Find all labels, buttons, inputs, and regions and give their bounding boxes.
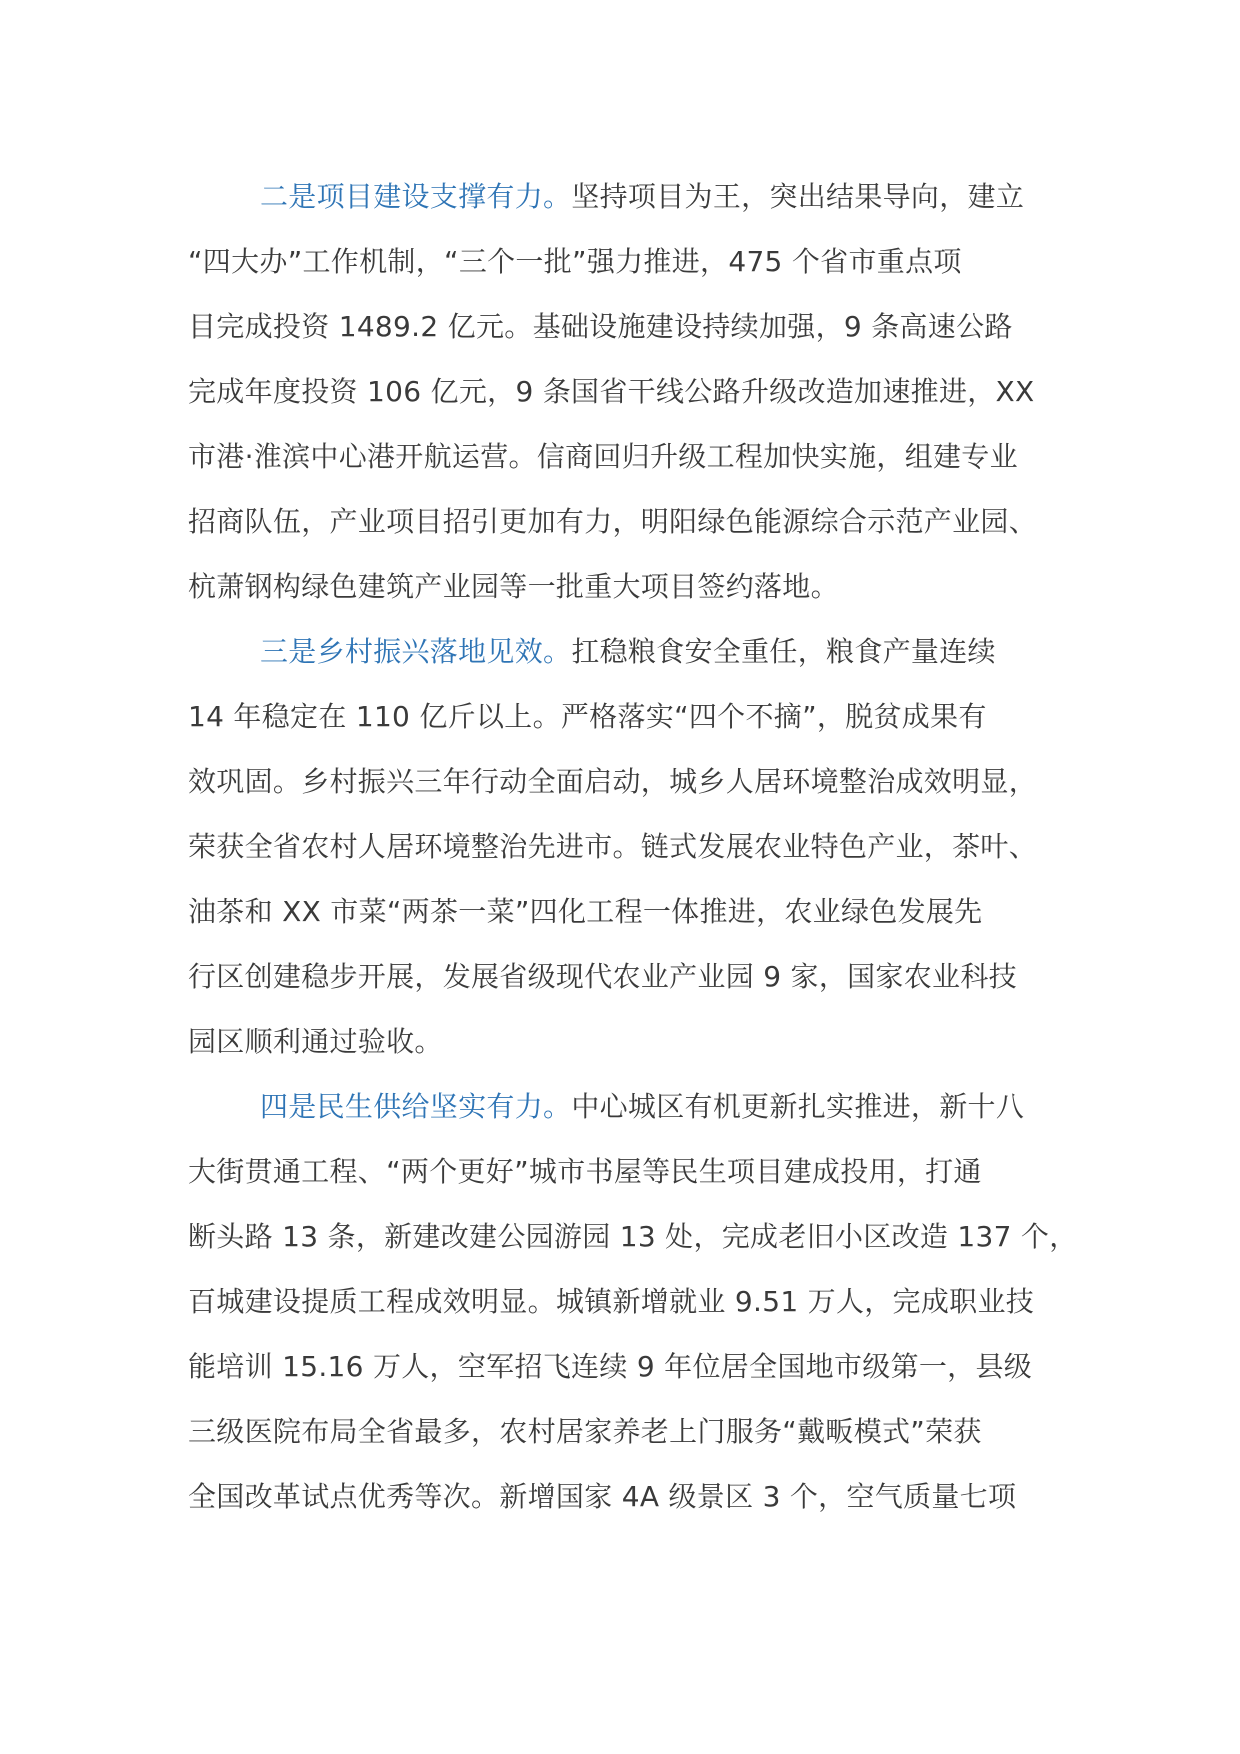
paragraph-first-line	[188, 164, 1078, 229]
paragraph-line: 完成年度投资 106 亿元，9 条国省干线公路升级改造加速推进，XX	[188, 375, 1035, 408]
paragraph-text: 中心城区有机更新扎实推进，新十八	[571, 1090, 1025, 1123]
paragraph-line: 杭萧钢构绿色建筑产业园等一批重大项目签约落地。	[188, 570, 839, 603]
paragraph-line: 断头路 13 条，新建改建公园游园 13 处，完成老旧小区改造 137 个，	[188, 1220, 1078, 1253]
paragraph-heading: 三是乡村振兴落地见效。	[260, 635, 572, 668]
paragraph-line: 荣获全省农村人居环境整治先进市。链式发展农业特色产业，茶叶、	[188, 830, 1038, 863]
paragraph-line: 14 年稳定在 110 亿斤以上。严格落实“四个不摘”，脱贫成果有	[188, 700, 987, 733]
paragraph-line: 三级医院布局全省最多，农村居家养老上门服务“戴畈模式”荣获	[188, 1415, 982, 1448]
paragraph-line: 行区创建稳步开展，发展省级现代农业产业园 9 家，国家农业科技	[188, 960, 1017, 993]
paragraph-first-line	[188, 619, 1078, 684]
paragraph-line: 全国改革试点优秀等次。新增国家 4A 级景区 3 个，空气质量七项	[188, 1480, 1017, 1513]
document-body	[188, 164, 1078, 1529]
paragraph-first-line	[188, 1074, 1078, 1139]
paragraph-line: 能培训 15.16 万人，空军招飞连续 9 年位居全国地市级第一，县级	[188, 1350, 1033, 1383]
paragraph-line: 目完成投资 1489.2 亿元。基础设施建设持续加强，9 条高速公路	[188, 310, 1013, 343]
paragraph-rural-revitalization	[188, 619, 1078, 1074]
paragraph-text: 坚持项目为王，突出结果导向，建立	[571, 180, 1025, 213]
paragraph-line: 招商队伍，产业项目招引更加有力，明阳绿色能源综合示范产业园、	[188, 505, 1038, 538]
paragraph-line: “四大办”工作机制，“三个一批”强力推进，475 个省市重点项	[188, 245, 962, 278]
paragraph-line: 效巩固。乡村振兴三年行动全面启动，城乡人居环境整治成效明显，	[188, 765, 1038, 798]
paragraph-livelihood-supply	[188, 1074, 1078, 1529]
paragraph-line: 大街贯通工程、“两个更好”城市书屋等民生项目建成投用，打通	[188, 1155, 982, 1188]
paragraph-text: 扛稳粮食安全重任，粮食产量连续	[571, 635, 996, 668]
paragraph-project-construction	[188, 164, 1078, 619]
paragraph-heading: 四是民生供给坚实有力。	[260, 1090, 572, 1123]
paragraph-line: 百城建设提质工程成效明显。城镇新增就业 9.51 万人，完成职业技	[188, 1285, 1035, 1318]
paragraph-line: 油茶和 XX 市菜“两茶一菜”四化工程一体推进，农业绿色发展先	[188, 895, 983, 928]
paragraph-line: 园区顺利通过验收。	[188, 1025, 443, 1058]
paragraph-heading: 二是项目建设支撑有力。	[260, 180, 572, 213]
paragraph-line: 市港·淮滨中心港开航运营。信商回归升级工程加快实施，组建专业	[188, 440, 1018, 473]
